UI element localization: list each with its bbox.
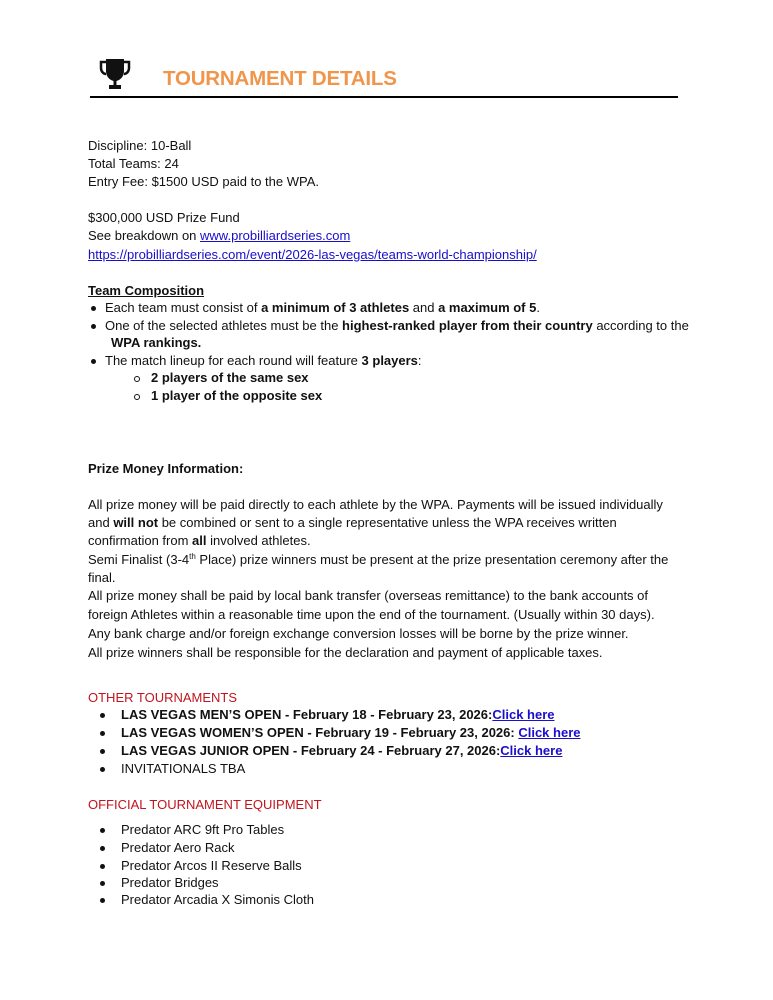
team-composition-heading: Team Composition	[88, 283, 205, 298]
bullet-icon	[100, 828, 105, 833]
equipment-item: Predator ARC 9ft Pro Tables	[121, 822, 285, 837]
bullet-icon	[100, 713, 105, 718]
bullet-icon	[91, 306, 96, 311]
prize-p1-l3: confirmation from all involved athletes.	[88, 533, 311, 548]
breakdown-line	[88, 227, 350, 245]
entry-fee-text: Entry Fee: $1500 USD paid to the WPA.	[88, 174, 319, 189]
other-tournament-item: LAS VEGAS WOMEN’S OPEN - February 19 - February 23, 2026: Click here	[121, 725, 581, 740]
prize-p5: All prize winners shall be responsible for the declaration and payment of applicable taxes.	[88, 645, 603, 660]
equipment-item: Predator Arcos II Reserve Balls	[121, 858, 302, 873]
page-title: TOURNAMENT DETAILS	[163, 67, 397, 90]
prize-fund-text: $300,000 USD Prize Fund	[88, 210, 240, 225]
prize-p1-l1: All prize money will be paid directly to each athlete by the WPA. Payments will be issued individually	[88, 497, 663, 512]
team-sub-rule-1: 2 players of the same sex	[151, 370, 309, 385]
prize-p2-l1: Semi Finalist (3-4th Place) prize winners must be present at the prize presentation ceremony after the	[88, 552, 669, 567]
bullet-icon	[100, 898, 105, 903]
bullet-icon	[100, 881, 105, 886]
equipment-item: Predator Aero Rack	[121, 840, 235, 855]
bullet-icon	[100, 731, 105, 736]
event-link[interactable]: https://probilliardseries.com/event/2026-las-vegas/teams-world-championship/	[88, 247, 537, 262]
bullet-icon	[100, 864, 105, 869]
click-here-link[interactable]: Click here	[500, 743, 563, 758]
bullet-icon	[100, 767, 105, 772]
prize-p3-l1: All prize money shall be paid by local bank transfer (overseas remittance) to the bank accounts of	[88, 588, 649, 603]
equipment-item: Predator Arcadia X Simonis Cloth	[121, 892, 314, 907]
breakdown-prefix: See breakdown on	[88, 228, 201, 243]
sub-bullet-icon	[134, 394, 140, 400]
team-rule-2: One of the selected athletes must be the highest-ranked player from their country according to the	[105, 318, 689, 333]
prize-p4: Any bank charge and/or foreign exchange conversion losses will be borne by the prize winner.	[88, 626, 629, 641]
other-tournament-item: INVITATIONALS TBA	[121, 761, 246, 776]
equipment-heading: OFFICIAL TOURNAMENT EQUIPMENT	[88, 797, 322, 812]
bullet-icon	[91, 324, 96, 329]
bullet-icon	[100, 749, 105, 754]
discipline-text: Discipline: 10-Ball	[88, 138, 192, 153]
team-sub-rule-2: 1 player of the opposite sex	[151, 388, 323, 403]
event-line	[88, 246, 537, 264]
other-tournament-item: LAS VEGAS MEN’S OPEN - February 18 - February 23, 2026:Click here	[121, 707, 555, 722]
team-rule-3: The match lineup for each round will feature 3 players:	[105, 353, 422, 368]
total-teams-text: Total Teams: 24	[88, 156, 179, 171]
other-tournament-item: LAS VEGAS JUNIOR OPEN - February 24 - February 27, 2026:Click here	[121, 743, 563, 758]
breakdown-link[interactable]: www.probilliardseries.com	[200, 228, 351, 243]
equipment-item: Predator Bridges	[121, 875, 219, 890]
trophy-icon	[99, 58, 131, 92]
bullet-icon	[91, 359, 96, 364]
sub-bullet-icon	[134, 376, 140, 382]
prize-p1-l2: and will not be combined or sent to a single representative unless the WPA receives written	[88, 515, 617, 530]
title-divider	[90, 96, 678, 98]
click-here-link[interactable]: Click here	[492, 707, 555, 722]
team-rule-2-cont: WPA rankings.	[111, 335, 202, 350]
click-here-link[interactable]: Click here	[518, 725, 581, 740]
other-tournaments-heading: OTHER TOURNAMENTS	[88, 690, 238, 705]
bullet-icon	[100, 846, 105, 851]
prize-p3-l2: foreign Athletes within a reasonable time upon the end of the tournament. (Usually within 30 days).	[88, 607, 655, 622]
prize-p2-l2: final.	[88, 570, 116, 585]
team-rule-1: Each team must consist of a minimum of 3 athletes and a maximum of 5.	[105, 300, 540, 315]
prize-money-heading: Prize Money Information:	[88, 461, 244, 476]
